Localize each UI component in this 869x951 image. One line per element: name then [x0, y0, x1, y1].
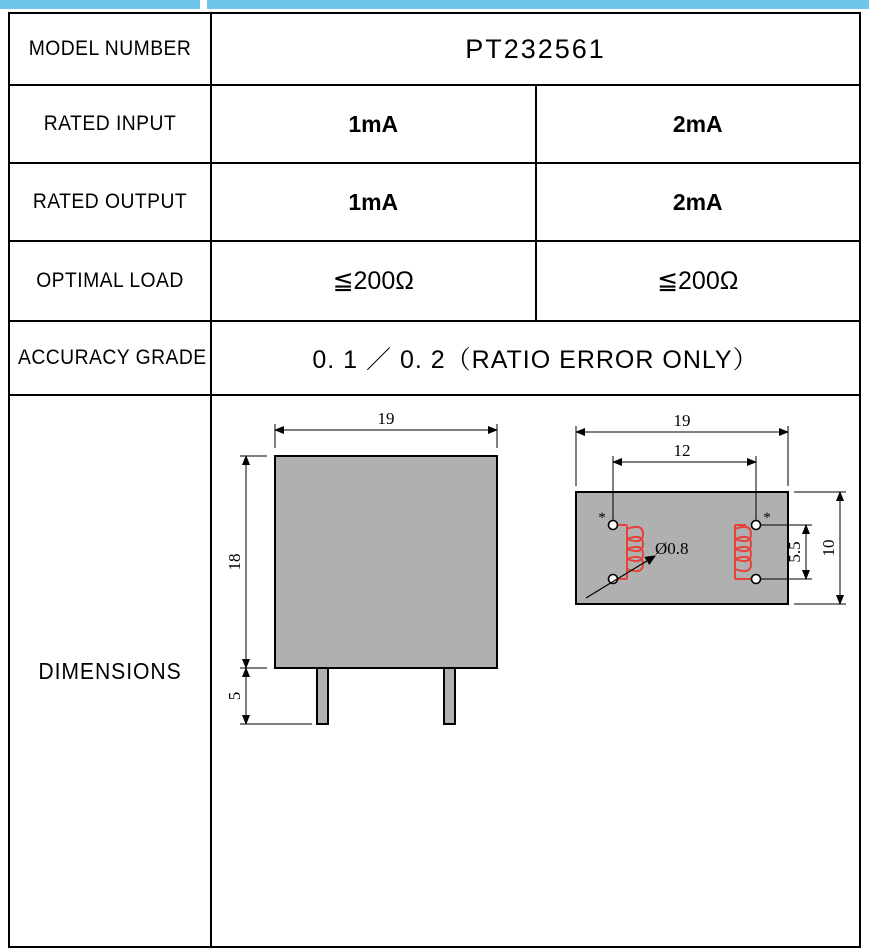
label-text: RATED OUTPUT	[32, 190, 188, 213]
front-view-pin-right	[444, 668, 455, 724]
label-text: RATED INPUT	[43, 112, 177, 135]
dim-label-pin-diameter: Ø0.8	[655, 539, 689, 558]
dimensions-drawing-cell	[211, 395, 860, 947]
table-row	[9, 163, 860, 241]
row-label-optimal-load	[17, 241, 203, 321]
row-label-rated-input	[17, 85, 203, 163]
row-value-optimal-load-b: ≦200Ω	[536, 241, 861, 321]
bottom-view-group	[576, 411, 846, 604]
front-view-pin-left	[317, 668, 328, 724]
table-row	[9, 241, 860, 321]
row-value-rated-input-b: 2mA	[536, 85, 861, 163]
dimensions-canvas	[212, 396, 859, 946]
specification-table	[8, 12, 861, 948]
table-row	[9, 13, 860, 85]
row-value-optimal-load-a: ≦200Ω	[211, 241, 536, 321]
row-value-rated-output-b: 2mA	[536, 163, 861, 241]
row-label-model-number	[17, 13, 203, 85]
table-row	[9, 321, 860, 395]
accent-bar-left	[0, 0, 200, 9]
dim-label-inner-height: 5.5	[785, 541, 804, 563]
front-view-body	[275, 456, 497, 668]
row-value-rated-input-a: 1mA	[211, 85, 536, 163]
accent-bar-right	[207, 0, 869, 9]
dimension-drawings-svg	[212, 396, 858, 942]
dim-label-bottom-width: 19	[673, 411, 691, 430]
label-text: ACCURACY GRADE	[18, 346, 207, 369]
row-label-dimensions	[17, 395, 203, 947]
pin-hole-top-left	[609, 521, 618, 530]
label-text: DIMENSIONS	[38, 657, 182, 684]
row-value-accuracy-grade: 0. 1 ／ 0. 2（RATIO ERROR ONLY）	[211, 321, 860, 395]
row-value-model-number: PT232561	[211, 13, 860, 85]
table-row	[9, 395, 860, 947]
row-label-rated-output	[17, 163, 203, 241]
dim-label-front-height: 18	[225, 553, 244, 571]
pin-hole-top-right	[752, 521, 761, 530]
row-value-rated-output-a: 1mA	[211, 163, 536, 241]
dim-label-front-pin-length: 5	[225, 691, 244, 701]
pin-hole-bottom-right	[752, 575, 761, 584]
front-view-group	[225, 409, 497, 724]
label-text: OPTIMAL LOAD	[36, 269, 184, 292]
label-text: MODEL NUMBER	[28, 37, 192, 60]
polarity-mark-right: *	[763, 510, 771, 526]
row-label-accuracy-grade	[17, 321, 207, 395]
polarity-mark-left: *	[598, 510, 606, 526]
table-row	[9, 85, 860, 163]
dim-label-pin-span: 12	[673, 441, 691, 460]
dim-label-bottom-height: 10	[819, 539, 838, 557]
dim-label-front-width: 19	[377, 409, 395, 428]
